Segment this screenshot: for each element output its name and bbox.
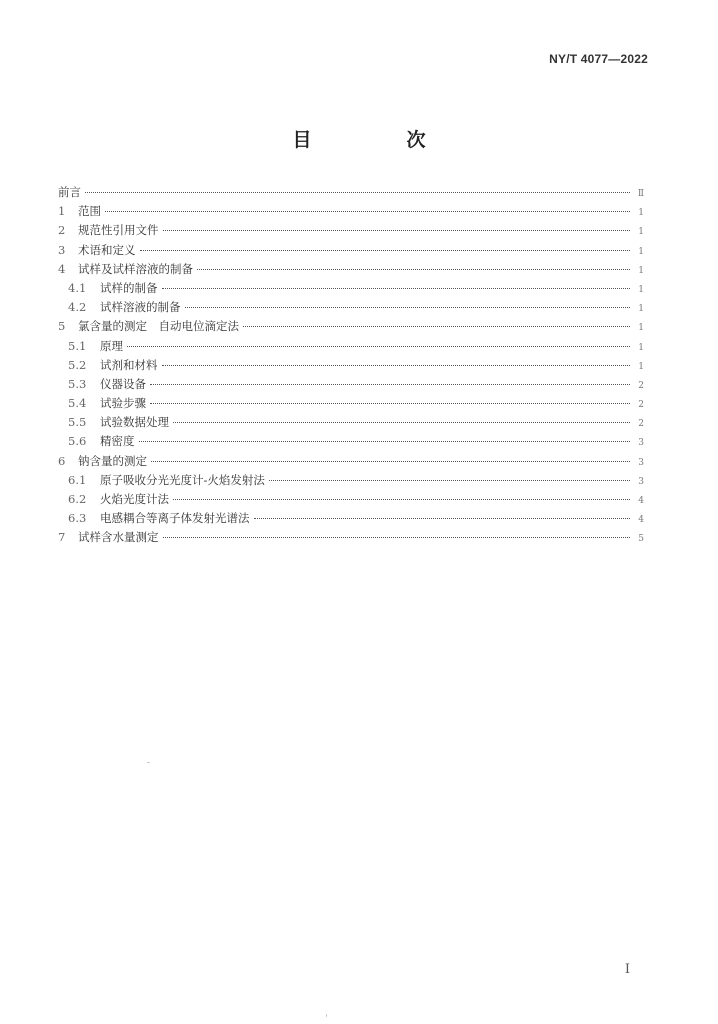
toc-entry-page: 1 bbox=[638, 246, 644, 257]
toc-entry-page: 2 bbox=[638, 419, 644, 430]
toc-entry-page: 1 bbox=[638, 284, 644, 295]
toc-entry[interactable] bbox=[58, 279, 644, 298]
toc-entry-title: 原子吸收分光光度计-火焰发射法 bbox=[100, 472, 265, 487]
scan-speck bbox=[326, 1014, 327, 1017]
toc-entry[interactable] bbox=[58, 298, 644, 317]
toc-entry-page: Ⅱ bbox=[637, 189, 644, 199]
toc-entry-number: 1 bbox=[58, 204, 66, 219]
toc-entry-page: 1 bbox=[638, 342, 644, 353]
toc-entry-title: 规范性引用文件 bbox=[78, 223, 159, 238]
toc-leader-dots bbox=[197, 269, 630, 270]
toc-entry-number: 5.2 bbox=[68, 357, 87, 372]
toc-leader-dots bbox=[150, 384, 630, 385]
toc-leader-dots bbox=[243, 326, 630, 327]
toc-leader-dots bbox=[173, 499, 630, 500]
toc-leader-dots bbox=[127, 346, 630, 347]
toc-entry-title: 精密度 bbox=[100, 434, 135, 449]
toc-leader-dots bbox=[173, 422, 630, 423]
toc-entry-page: 1 bbox=[638, 323, 644, 334]
toc-entry-number: 3 bbox=[58, 242, 66, 257]
toc-entry-number: 6.3 bbox=[68, 511, 87, 526]
toc-entry-number: 4 bbox=[58, 261, 66, 276]
toc-entry[interactable] bbox=[58, 375, 644, 394]
toc-entry-title: 原理 bbox=[100, 338, 123, 353]
toc-entry-number: 6.1 bbox=[68, 472, 87, 487]
toc-entry-title: 钠含量的测定 bbox=[78, 453, 147, 468]
toc-entry-number: 5.5 bbox=[68, 415, 87, 430]
table-of-contents bbox=[58, 183, 644, 548]
toc-entry-page: 5 bbox=[638, 534, 644, 545]
toc-entry-number: 5.6 bbox=[68, 434, 87, 449]
toc-entry-title: 火焰光度计法 bbox=[100, 492, 169, 506]
toc-entry-page: 1 bbox=[638, 265, 644, 276]
toc-entry-page: 4 bbox=[638, 515, 644, 526]
toc-entry-title: 术语和定义 bbox=[78, 242, 136, 257]
standard-code: NY/T 4077—2022 bbox=[549, 52, 648, 66]
toc-entry-number: 6 bbox=[58, 453, 66, 468]
toc-leader-dots bbox=[163, 230, 631, 231]
toc-entry[interactable] bbox=[58, 317, 644, 336]
toc-entry-number: 4.2 bbox=[68, 300, 87, 315]
toc-entry-title: 试样及试样溶液的制备 bbox=[78, 261, 193, 276]
toc-entry-page: 1 bbox=[638, 227, 644, 238]
toc-entry-page: 2 bbox=[638, 400, 644, 411]
toc-entry-page: 3 bbox=[638, 457, 644, 468]
toc-entry-page: 2 bbox=[638, 380, 644, 391]
toc-entry-page: 1 bbox=[638, 361, 644, 372]
toc-leader-dots bbox=[254, 518, 631, 519]
toc-entry[interactable] bbox=[58, 528, 644, 547]
toc-entry-number: 5 bbox=[58, 319, 66, 334]
toc-entry-title: 前言 bbox=[58, 185, 81, 199]
toc-entry[interactable] bbox=[58, 356, 644, 375]
toc-entry-page: 1 bbox=[638, 208, 644, 219]
toc-leader-dots bbox=[185, 307, 631, 308]
toc-entry-page: 4 bbox=[638, 496, 644, 506]
toc-entry[interactable] bbox=[58, 337, 644, 356]
page-number: I bbox=[624, 962, 630, 977]
toc-entry-title: 试剂和材料 bbox=[100, 357, 158, 372]
toc-leader-dots bbox=[140, 250, 631, 251]
toc-entry-number: 5.1 bbox=[68, 338, 87, 353]
toc-leader-dots bbox=[162, 365, 631, 366]
toc-entry[interactable] bbox=[58, 490, 644, 509]
scan-speck bbox=[147, 762, 150, 763]
toc-entry[interactable] bbox=[58, 509, 644, 528]
toc-entry-number: 4.1 bbox=[68, 280, 87, 295]
toc-leader-dots bbox=[105, 211, 630, 212]
toc-entry-title: 试样的制备 bbox=[100, 280, 158, 295]
toc-entry[interactable] bbox=[58, 260, 644, 279]
toc-entry-page: 3 bbox=[638, 438, 644, 449]
toc-entry-number: 6.2 bbox=[68, 492, 87, 506]
toc-entry-page: 1 bbox=[638, 304, 644, 315]
toc-entry-title: 试验数据处理 bbox=[100, 415, 169, 430]
toc-entry[interactable] bbox=[58, 241, 644, 260]
toc-entry-title: 试样含水量测定 bbox=[78, 530, 159, 545]
toc-leader-dots bbox=[163, 537, 631, 538]
toc-entry[interactable] bbox=[58, 452, 644, 471]
toc-entry-page: 3 bbox=[638, 476, 644, 487]
toc-entry[interactable] bbox=[58, 183, 644, 202]
toc-leader-dots bbox=[269, 480, 630, 481]
toc-entry[interactable] bbox=[58, 221, 644, 240]
toc-entry-title: 电感耦合等离子体发射光谱法 bbox=[100, 511, 250, 526]
toc-entry[interactable] bbox=[58, 471, 644, 490]
toc-entry-title: 仪器设备 bbox=[100, 376, 146, 391]
toc-entry-number: 5.3 bbox=[68, 376, 87, 391]
toc-leader-dots bbox=[162, 288, 631, 289]
toc-leader-dots bbox=[150, 403, 630, 404]
toc-leader-dots bbox=[151, 461, 630, 462]
toc-entry-title: 试样溶液的制备 bbox=[100, 300, 181, 315]
toc-entry-title: 试验步骤 bbox=[100, 396, 146, 411]
page-title: 目 次 bbox=[292, 129, 464, 151]
toc-entry-number: 7 bbox=[58, 530, 66, 545]
toc-entry[interactable] bbox=[58, 394, 644, 413]
toc-entry[interactable] bbox=[58, 202, 644, 221]
toc-entry[interactable] bbox=[58, 432, 644, 451]
toc-entry-title: 氯含量的测定 自动电位滴定法 bbox=[78, 319, 239, 334]
toc-entry[interactable] bbox=[58, 413, 644, 432]
toc-leader-dots bbox=[85, 192, 630, 193]
toc-leader-dots bbox=[139, 441, 631, 442]
toc-entry-title: 范围 bbox=[78, 204, 101, 219]
toc-entry-number: 5.4 bbox=[68, 396, 87, 411]
toc-entry-number: 2 bbox=[58, 223, 66, 238]
